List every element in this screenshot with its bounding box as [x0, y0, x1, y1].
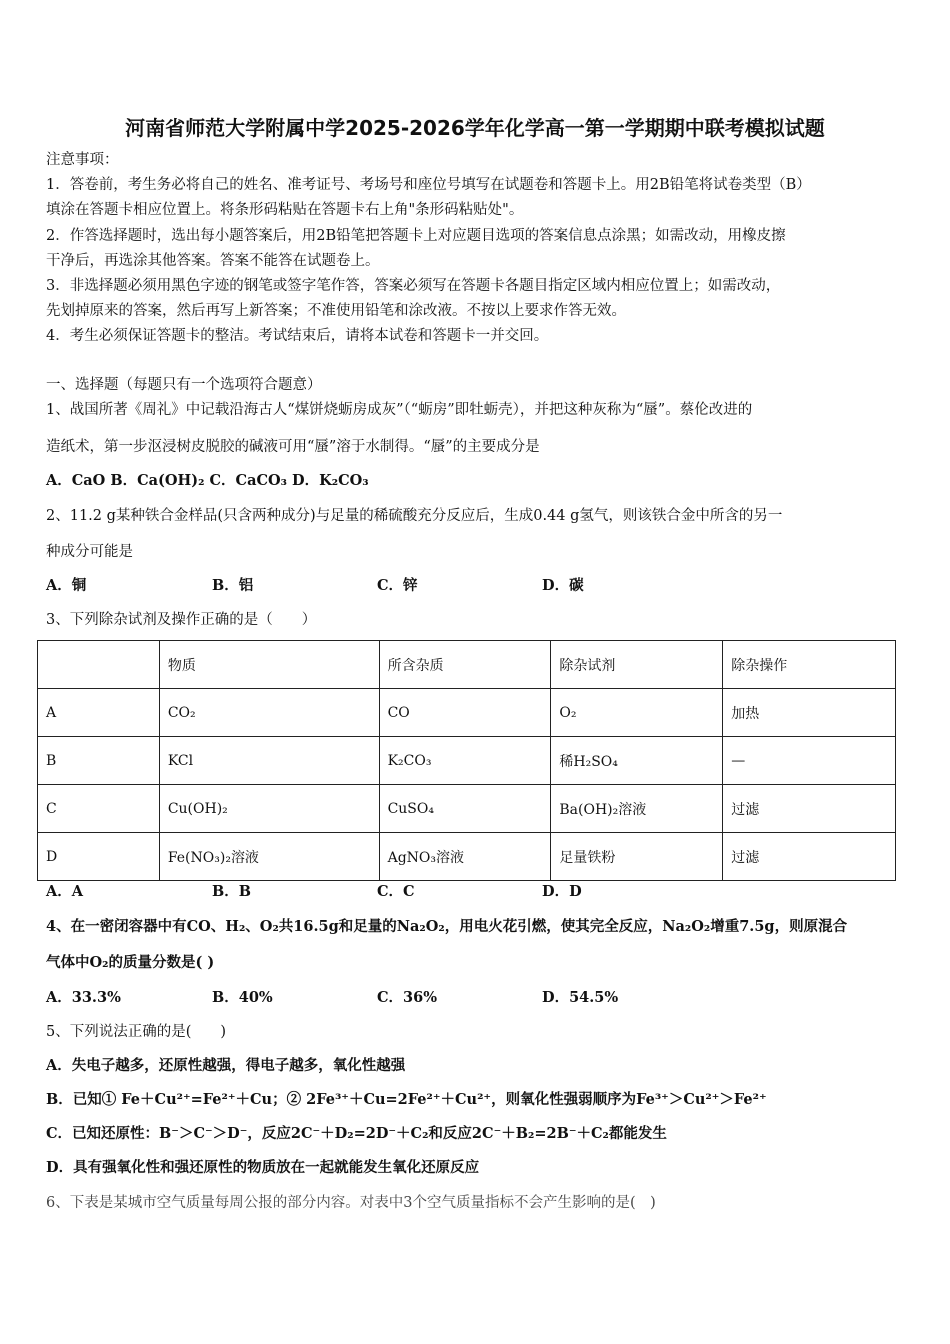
table-row — [38, 833, 896, 881]
note-line: 3．非选择题必须用黑色字迹的钢笔或签字笔作答，答案必须写在答题卡各题目指定区域内相应位置上；如需改动， — [46, 278, 781, 294]
q2-option-c: C．锌 — [377, 577, 418, 594]
q4-option-d: D．54.5% — [542, 989, 619, 1006]
q4-stem: 气体中O₂的质量分数是( ) — [46, 954, 215, 971]
q3-table — [37, 640, 896, 881]
table-cell: 足量铁粉 — [551, 833, 723, 881]
page-title: 河南省师范大学附属中学2025-2026学年化学高一第一学期期中联考模拟试题 — [125, 116, 825, 140]
header-cell — [38, 641, 160, 689]
note-line: 填涂在答题卡相应位置上。将条形码粘贴在答题卡右上角"条形码粘贴处"。 — [46, 202, 524, 218]
q2-option-b: B．铝 — [212, 577, 254, 594]
table-cell: CuSO₄ — [379, 785, 551, 833]
header-cell: 物质 — [159, 641, 379, 689]
header-cell: 除杂操作 — [723, 641, 896, 689]
note-line: 1．答卷前，考生务必将自己的姓名、准考证号、考场号和座位号填写在试题卷和答题卡上。用2B铅笔将试卷类型（B） — [46, 177, 811, 193]
table-cell: CO₂ — [159, 689, 379, 737]
table-cell: 稀H₂SO₄ — [551, 737, 723, 785]
q3-stem: 3、下列除杂试剂及操作正确的是（ ） — [46, 612, 317, 628]
table-cell: AgNO₃溶液 — [379, 833, 551, 881]
table-cell: 过滤 — [723, 785, 896, 833]
q5-stem: 5、下列说法正确的是( ) — [46, 1024, 227, 1040]
note-line: 2．作答选择题时，选出每小题答案后，用2B铅笔把答题卡上对应题目选项的答案信息点涂黑；如需改动，用橡皮擦 — [46, 228, 786, 244]
q1-stem: 1、战国所著《周礼》中记载沿海古人“煤饼烧蛎房成灰”（“蛎房”即牡蛎壳），并把这种灰称为“蜃”。蔡伦改进的 — [46, 402, 753, 418]
table-cell: Fe(NO₃)₂溶液 — [159, 833, 379, 881]
table-row — [38, 689, 896, 737]
q4-option-c: C．36% — [377, 989, 437, 1006]
table-cell: KCl — [159, 737, 379, 785]
table-cell: CO — [379, 689, 551, 737]
q3-option-b: B．B — [212, 883, 252, 900]
note-line: 先划掉原来的答案，然后再写上新答案；不准使用铅笔和涂改液。不按以上要求作答无效。 — [46, 303, 626, 319]
table-cell: A — [38, 689, 160, 737]
table-row — [38, 737, 896, 785]
table-cell: Cu(OH)₂ — [159, 785, 379, 833]
note-line: 4．考生必须保证答题卡的整洁。考试结束后，请将本试卷和答题卡一并交回。 — [46, 328, 549, 344]
q4-option-a: A．33.3% — [46, 989, 121, 1006]
q5-option-b: B．已知① Fe＋Cu²⁺=Fe²⁺＋Cu；② 2Fe³⁺＋Cu=2Fe²⁺＋Cu²⁺，则氧化性强弱顺序为Fe³⁺＞Cu²⁺＞Fe²⁺ — [46, 1091, 767, 1108]
q2-stem: 2、11.2 g某种铁合金样品(只含两种成分)与足量的稀硫酸充分反应后，生成0.44 g氢气，则该铁合金中所含的另一 — [46, 508, 783, 524]
table-cell: 加热 — [723, 689, 896, 737]
q3-option-d: D．D — [542, 883, 582, 900]
table-cell: C — [38, 785, 160, 833]
q5-option-c: C．已知还原性：B⁻＞C⁻＞D⁻，反应2C⁻＋D₂=2D⁻＋C₂和反应2C⁻＋B₂=2B⁻＋C₂都能发生 — [46, 1125, 667, 1142]
header-cell: 除杂试剂 — [551, 641, 723, 689]
table-cell: B — [38, 737, 160, 785]
table-cell: K₂CO₃ — [379, 737, 551, 785]
q2-option-d: D．碳 — [542, 577, 584, 594]
q6-stem: 6、下表是某城市空气质量每周公报的部分内容。对表中3个空气质量指标不会产生影响的是( ) — [46, 1195, 656, 1211]
table-header-row — [38, 641, 896, 689]
table-cell: 过滤 — [723, 833, 896, 881]
q1-stem: 造纸术，第一步沤浸树皮脱胶的碱液可用“蜃”溶于水制得。“蜃”的主要成分是 — [46, 439, 540, 455]
table-cell: O₂ — [551, 689, 723, 737]
table-cell: D — [38, 833, 160, 881]
q2-option-a: A．铜 — [46, 577, 87, 594]
q5-option-a: A．失电子越多，还原性越强，得电子越多，氧化性越强 — [46, 1057, 406, 1074]
note-line: 干净后，再选涂其他答案。答案不能答在试题卷上。 — [46, 253, 380, 269]
header-cell: 所含杂质 — [379, 641, 551, 689]
table-cell: — — [723, 737, 896, 785]
q3-option-a: A．A — [46, 883, 84, 900]
q4-option-b: B．40% — [212, 989, 273, 1006]
table-row — [38, 785, 896, 833]
q2-stem: 种成分可能是 — [46, 544, 133, 560]
section-heading: 一、选择题（每题只有一个选项符合题意） — [46, 377, 322, 393]
q4-stem: 4、在一密闭容器中有CO、H₂、O₂共16.5g和足量的Na₂O₂，用电火花引燃，使其完全反应，Na₂O₂增重7.5g，则原混合 — [46, 918, 848, 935]
notes-heading: 注意事项： — [46, 152, 119, 168]
table-cell: Ba(OH)₂溶液 — [551, 785, 723, 833]
q3-option-c: C．C — [377, 883, 415, 900]
q1-options: A．CaO B．Ca(OH)₂ C．CaCO₃ D．K₂CO₃ — [46, 472, 369, 489]
q5-option-d: D．具有强氧化性和强还原性的物质放在一起就能发生氧化还原反应 — [46, 1159, 480, 1176]
